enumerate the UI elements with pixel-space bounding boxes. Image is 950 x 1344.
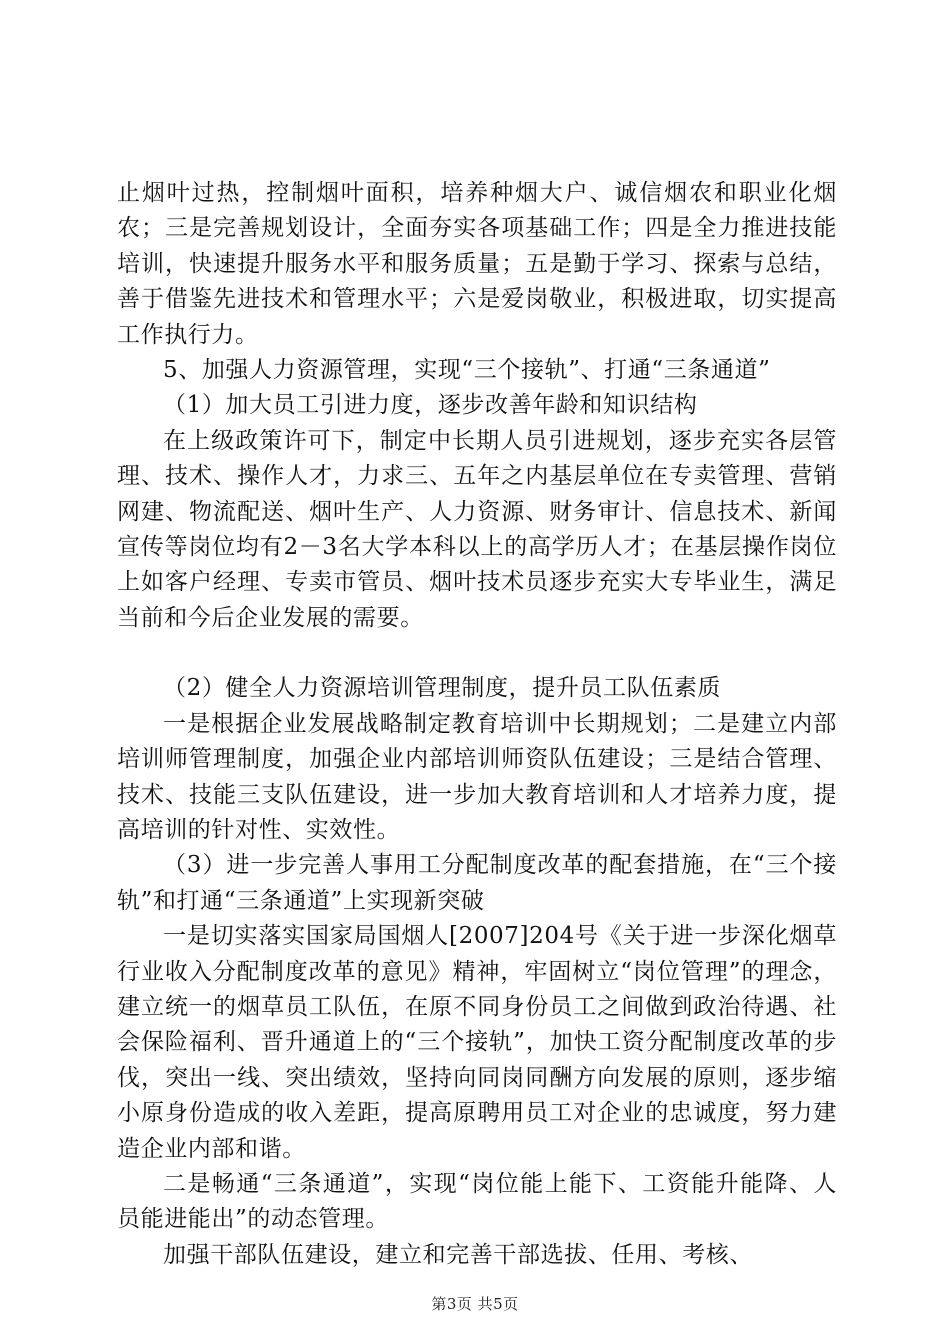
paragraph-distribution-reform: 一是切实落实国家局国烟人[2007]204号《关于进一步深化烟草行业收入分配制度改革的意见》精神，牢固树立“岗位管理”的理念，建立统一的烟草员工队伍，在原不同身份员工之间做到政治待遇、社会保险福利、晋升通道上的“三个接轨”，加快工资分配制度改革的步伐，突出一线、突出绩效，坚持向同岗同酬方向发展的原则，逐步缩小原身份造成的收入差距，提高原聘用员工对企业的忠诚度，努力建造企业内部和谐。	[117, 923, 837, 1162]
subheading-1: （1）加大员工引进力度，逐步改善年龄和知识结构	[163, 392, 698, 419]
paragraph-training: 一是根据企业发展战略制定教育培训中长期规划；二是建立内部培训师管理制度，加强企业内部培训师资队伍建设；三是结合管理、技术、技能三支队伍建设，进一步加大教育培训和人才培养力度，提高培训的针对性、实效性。	[117, 710, 837, 843]
subheading-2: （2）健全人力资源培训管理制度，提升员工队伍素质	[163, 675, 722, 702]
subheading-3: （3）进一步完善人事用工分配制度改革的配套措施，在“三个接轨”和打通“三条通道”上实现新突破	[117, 852, 837, 914]
section-heading-5: 5、加强人力资源管理，实现“三个接轨”、打通“三条通道”	[163, 357, 771, 384]
paragraph-recruitment: 在上级政策许可下，制定中长期人员引进规划，逐步充实各层管理、技术、操作人才，力求三、五年之内基层单位在专卖管理、营销网建、物流配送、烟叶生产、人力资源、财务审计、信息技术、新闻宣传等岗位均有2－3名大学本科以上的高学历人才；在基层操作岗位上如客户经理、专卖市管员、烟叶技术员逐步充实大专毕业生，满足当前和今后企业发展的需要。	[117, 427, 837, 631]
paragraph-three-channels: 二是畅通“三条通道”，实现“岗位能上能下、工资能升能降、人员能进能出”的动态管理。	[117, 1170, 837, 1233]
paragraph-cadre-building: 加强干部队伍建设，建立和完善干部选拔、任用、考核、	[163, 1241, 753, 1268]
document-body	[117, 176, 837, 1273]
paragraph-continuation: 止烟叶过热，控制烟叶面积，培养种烟大户、诚信烟农和职业化烟农；三是完善规划设计，全面夯实各项基础工作；四是全力推进技能培训，快速提升服务水平和服务质量；五是勤于学习、探索与总结，善于借鉴先进技术和管理水平；六是爱岗敬业，积极进取，切实提高工作执行力。	[117, 180, 837, 348]
page-footer: 第3页 共5页	[431, 1295, 519, 1313]
